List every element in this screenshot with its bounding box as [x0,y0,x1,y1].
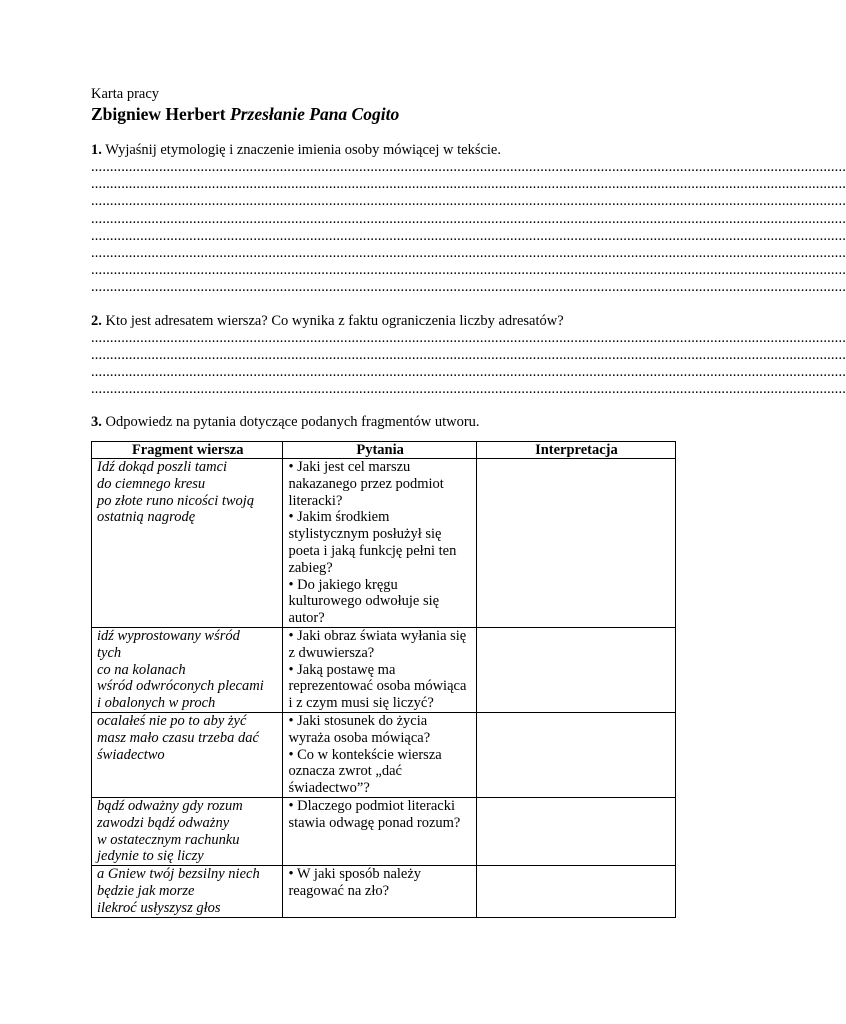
interpretation-cell[interactable] [476,712,675,797]
answer-lines-2 [91,329,846,399]
interpretation-cell[interactable] [476,627,675,712]
questions-cell [283,459,476,628]
question-item: • Jaki obraz świata wyłania się z dwuwiersza? [288,627,467,661]
answer-line[interactable]: ........................................................................................................................................................................................................ [91,210,846,227]
question-item: • Jaki stosunek do życia wyraża osoba mówiąca? [288,712,431,746]
question-1 [91,142,676,159]
fragments-table [91,441,676,918]
table-row [92,866,676,917]
question-item: • Jakim środkiem stylistycznym posłużył się poeta i jaką funkcję pełni ten zabieg? [288,509,457,576]
question-item: • W jaki sposób należy reagować na zło? [288,866,422,899]
answer-line[interactable]: ........................................................................................................................................................................................................ [91,279,846,296]
table-row [92,627,676,712]
doc-title [91,104,676,125]
worksheet-page [91,86,846,431]
answer-lines-1 [91,159,846,297]
answer-line[interactable]: ........................................................................................................................................................................................................ [91,159,846,175]
question-1-number: 1. [91,142,102,158]
question-item: • Jaką postawę ma reprezentować osoba mówiąca i z czym musi się liczyć? [288,661,467,712]
fragment-cell: Idź dokąd poszli tamci do ciemnego kresu po złote runo nicości twoją ostatnią nagrodę [92,459,283,628]
question-item: • Dlaczego podmiot literacki stawia odwagę ponad rozum? [288,797,461,831]
fragment-cell: bądź odważny gdy rozum zawodzi bądź odważny w ostatecznym rachunku jedynie to się liczy [92,797,283,865]
question-item: • Co w kontekście wiersza oznacza zwrot „dać świadectwo”? [288,746,442,797]
fragment-cell: a Gniew twój bezsilny niech będzie jak morze ilekroć usłyszysz głos [92,866,283,917]
answer-line[interactable]: ........................................................................................................................................................................................................ [91,364,846,381]
answer-line[interactable]: ........................................................................................................................................................................................................ [91,346,846,363]
table-row [92,459,676,628]
header-questions: Pytania [283,442,476,459]
header-fragment: Fragment wiersza [92,442,283,459]
question-3-number: 3. [91,414,102,431]
interpretation-cell[interactable] [476,459,675,628]
answer-line[interactable]: ........................................................................................................................................................................................................ [91,262,846,279]
fragment-cell: ocalałeś nie po to aby żyć masz mało czasu trzeba dać świadectwo [92,712,283,797]
header-interpretation: Interpretacja [476,442,675,459]
fragment-cell: idź wyprostowany wśród tych co na kolanach wśród odwróconych plecami i obalonych w proch [92,627,283,712]
question-item: • Do jakiego kręgu kulturowego odwołuje się autor? [288,576,440,627]
answer-line[interactable]: ........................................................................................................................................................................................................ [91,176,846,193]
answer-line[interactable]: ........................................................................................................................................................................................................ [91,227,846,244]
question-item: • Jaki jest cel marszu nakazanego przez podmiot literacki? [288,459,444,509]
table-header-row [92,442,676,459]
question-2 [91,313,676,330]
questions-cell [283,797,476,865]
interpretation-cell[interactable] [476,797,675,865]
answer-line[interactable]: ........................................................................................................................................................................................................ [91,245,846,262]
questions-cell [283,866,476,917]
question-2-text: Kto jest adresatem wiersza? Co wynika z faktu ograniczenia liczby adresatów? [105,312,564,329]
question-3-text: Odpowiedz na pytania dotyczące podanych fragmentów utworu. [105,414,480,431]
answer-line[interactable]: ........................................................................................................................................................................................................ [91,329,846,346]
questions-cell [283,627,476,712]
question-2-number: 2. [91,312,102,329]
table-body [92,459,676,918]
answer-line[interactable]: ........................................................................................................................................................................................................ [91,381,846,398]
answer-line[interactable]: ........................................................................................................................................................................................................ [91,193,846,210]
question-1-text: Wyjaśnij etymologię i znaczenie imienia osoby mówiącej w tekście. [105,142,501,158]
interpretation-cell[interactable] [476,866,675,917]
table-row [92,712,676,797]
doc-kicker: Karta pracy [91,86,160,102]
question-3 [91,414,676,431]
author-name: Zbigniew Herbert [91,104,226,124]
work-title: Przesłanie Pana Cogito [230,104,400,124]
questions-cell [283,712,476,797]
table-row [92,797,676,865]
